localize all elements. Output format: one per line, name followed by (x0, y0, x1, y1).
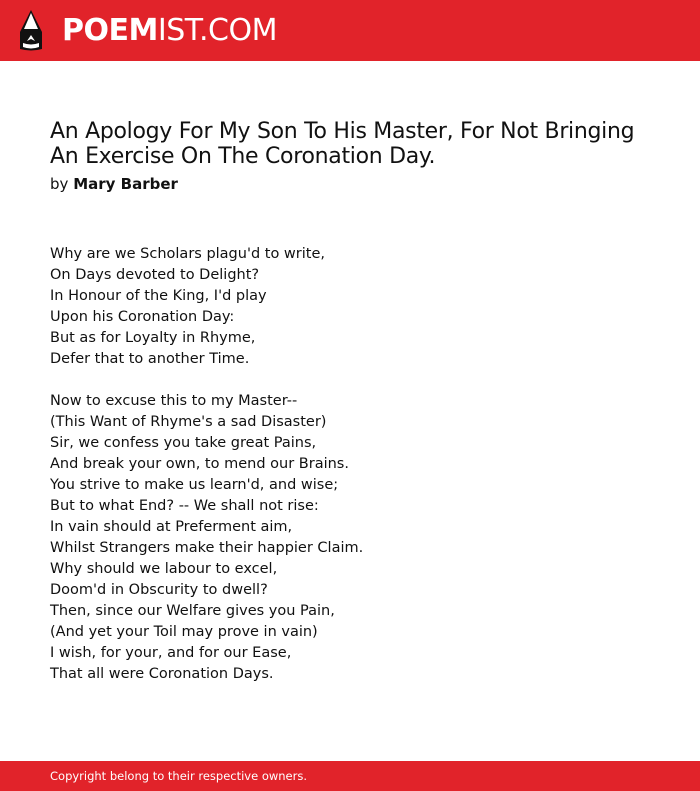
byline (50, 174, 178, 194)
site-brand-link[interactable] (62, 13, 277, 49)
poem-line: But as for Loyalty in Rhyme, (50, 330, 256, 346)
poem-line: Upon his Coronation Day: (50, 309, 235, 325)
poem-line: You strive to make us learn'd, and wise; (50, 477, 339, 493)
poem-line: Why should we labour to excel, (50, 561, 278, 577)
poem-line: In vain should at Preferment aim, (50, 519, 293, 535)
poem-line: (This Want of Rhyme's a sad Disaster) (50, 414, 327, 430)
poem-line: Whilst Strangers make their happier Claim. (50, 540, 364, 556)
by-label: by (50, 175, 69, 193)
poem-line: Sir, we confess you take great Pains, (50, 435, 317, 451)
poem-line: That all were Coronation Days. (50, 666, 274, 682)
poem-line: And break your own, to mend our Brains. (50, 456, 349, 472)
poem-line: Doom'd in Obscurity to dwell? (50, 582, 268, 598)
poem-line: On Days devoted to Delight? (50, 267, 260, 283)
stanza (50, 391, 650, 685)
brand-light-text: IST.COM (157, 13, 277, 48)
poem-body (50, 244, 650, 706)
site-header (0, 0, 700, 61)
copyright-text: Copyright belong to their respective owners. (50, 769, 308, 783)
brand-bold-text: POEM (62, 13, 158, 48)
stanza (50, 244, 650, 370)
pencil-logo-icon[interactable] (18, 10, 44, 51)
poem-title: An Apology For My Son To His Master, For Not Bringing An Exercise On The Coronation Day. (50, 119, 635, 169)
poem-line: (And yet your Toil may prove in vain) (50, 624, 318, 640)
poem-line: Now to excuse this to my Master-- (50, 393, 298, 409)
poem-line: Then, since our Welfare gives you Pain, (50, 603, 335, 619)
poem-author: Mary Barber (73, 175, 178, 193)
site-footer (0, 761, 700, 791)
poem-line: Why are we Scholars plagu'd to write, (50, 246, 325, 262)
poem-line: I wish, for your, and for our Ease, (50, 645, 292, 661)
poem-line: But to what End? -- We shall not rise: (50, 498, 319, 514)
poem-line: Defer that to another Time. (50, 351, 250, 367)
poem-line: In Honour of the King, I'd play (50, 288, 267, 304)
